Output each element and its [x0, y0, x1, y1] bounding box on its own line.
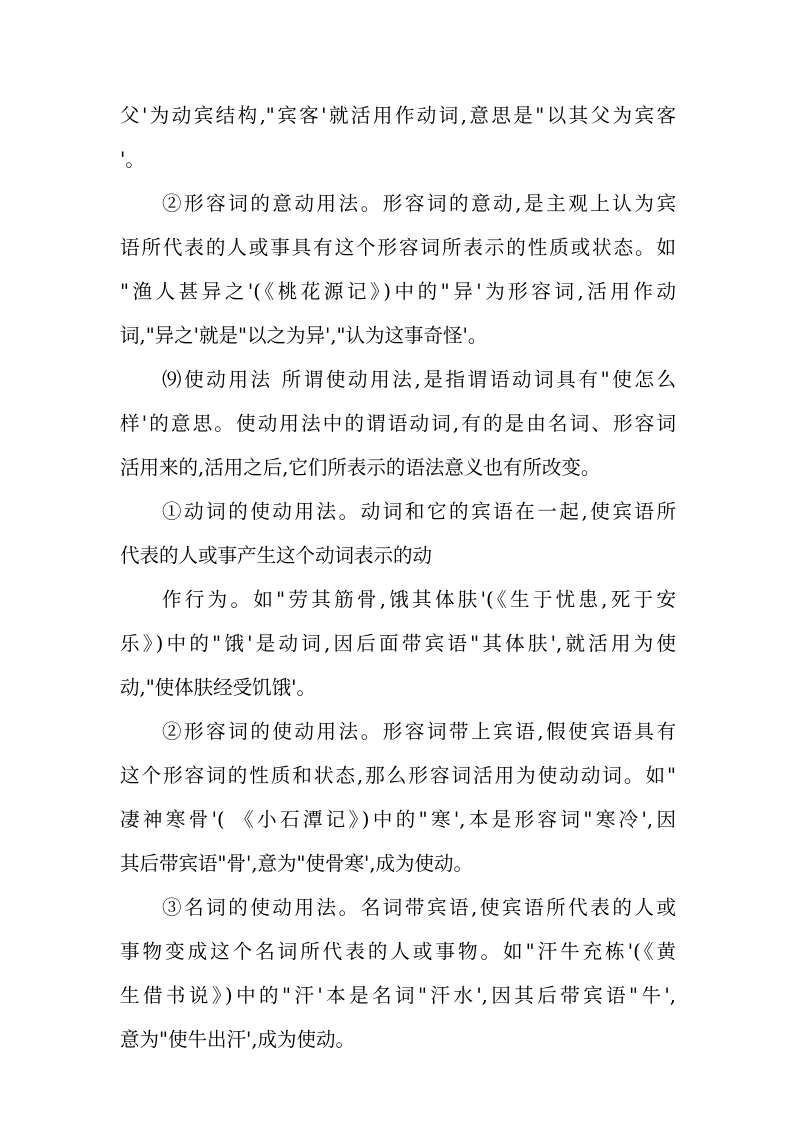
- paragraph-first-line: ⑼使动用法 所谓使动用法,是指谓语动词具有"使怎么: [162, 368, 676, 391]
- paragraph-first-line: ②形容词的使动用法。形容词带上宾语,假使宾语具有: [162, 720, 676, 743]
- text-line: 生借书说》)中的"汗'本是名词"汗水',因其后带宾语"牛',: [120, 984, 676, 1007]
- text-line: 意为"使牛出汗',成为使动。: [120, 1028, 356, 1051]
- text-line: 凄神寒骨'( 《小石潭记》)中的"寒',本是形容词"寒冷',因: [120, 808, 676, 831]
- text-line: 样'的意思。使动用法中的谓语动词,有的是由名词、形容词: [120, 412, 676, 435]
- text-line: 活用来的,活用之后,它们所表示的语法意义也有所改变。: [120, 456, 601, 479]
- text-line: 代表的人或事产生这个动词表示的动: [120, 544, 433, 567]
- text-line: 事物变成这个名词所代表的人或事物。如"汗牛充栋'(《黄: [120, 940, 676, 963]
- text-line: 乐》)中的"饿'是动词,因后面带宾语"其体肤',就活用为使: [120, 632, 676, 655]
- text-line: 词,"异之'就是"以之为异',"认为这事奇怪'。: [120, 324, 488, 347]
- paragraph-first-line: ②形容词的意动用法。形容词的意动,是主观上认为宾: [162, 192, 676, 215]
- text-line: 父'为动宾结构,"宾客'就活用作动词,意思是"以其父为宾客: [120, 104, 676, 127]
- text-line: "渔人甚异之'(《桃花源记》)中的"异'为形容词,活用作动: [120, 280, 676, 303]
- paragraph-first-line: ③名词的使动用法。名词带宾语,使宾语所代表的人或: [162, 896, 676, 919]
- paragraph-first-line: ①动词的使动用法。动词和它的宾语在一起,使宾语所: [162, 500, 676, 523]
- text-line: 动,"使体肤经受饥饿'。: [120, 676, 317, 699]
- text-line: 这个形容词的性质和状态,那么形容词活用为使动动词。如": [120, 764, 676, 787]
- text-line: '。: [120, 148, 145, 171]
- text-line: 语所代表的人或事具有这个形容词所表示的性质或状态。如: [120, 236, 676, 259]
- paragraph-first-line: 作行为。如"劳其筋骨,饿其体肤'(《生于忧患,死于安: [162, 588, 676, 611]
- text-line: 其后带宾语"骨',意为"使骨寒',成为使动。: [120, 852, 474, 875]
